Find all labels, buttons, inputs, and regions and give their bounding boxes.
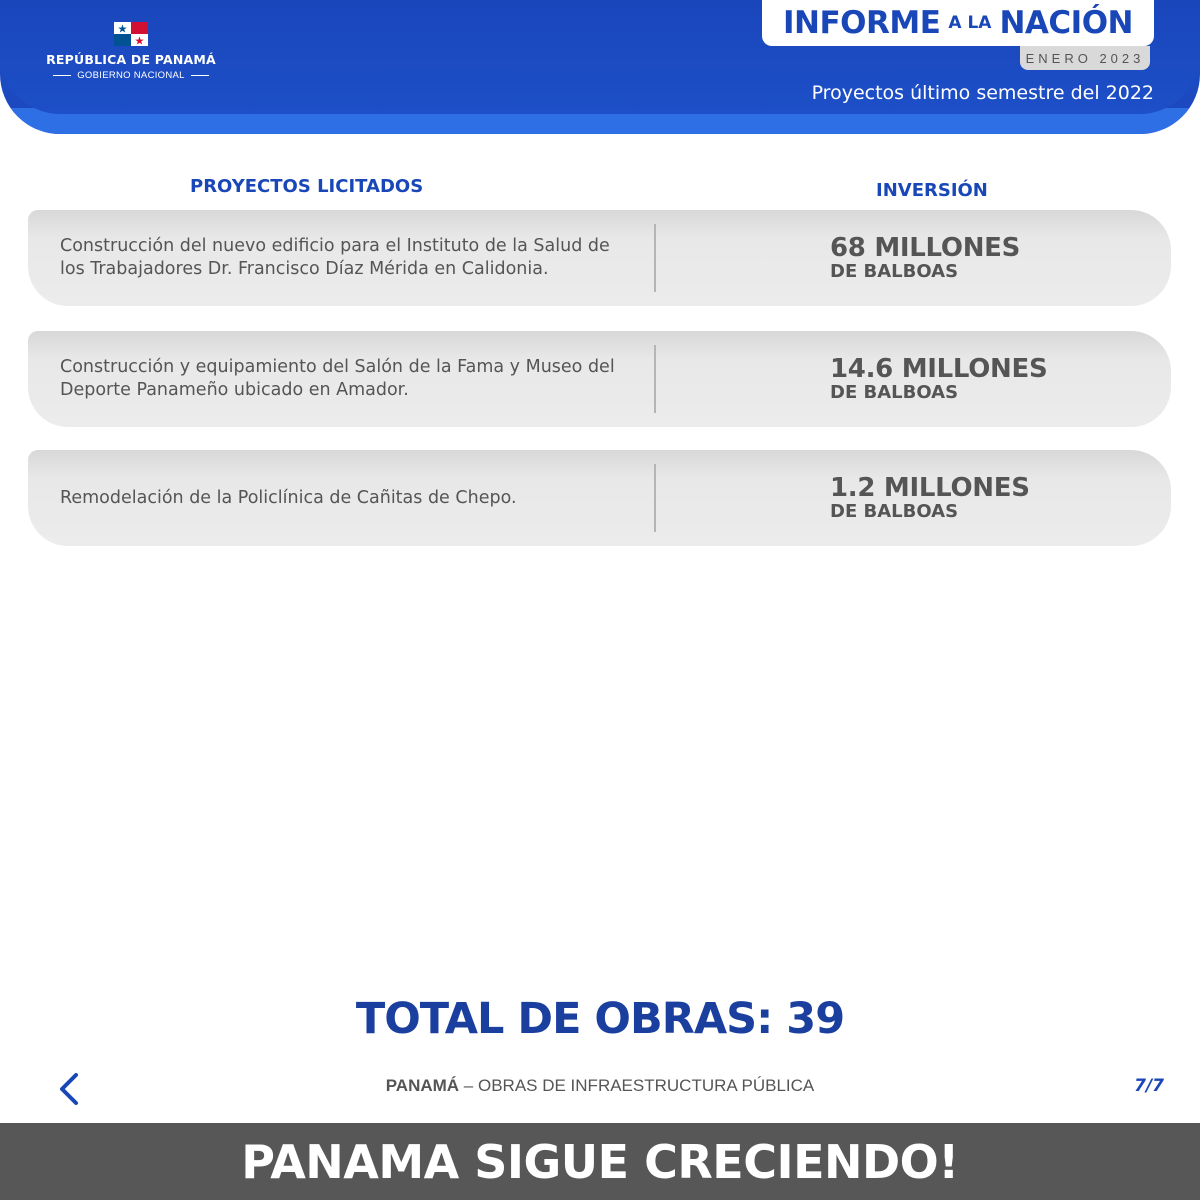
divider (191, 75, 209, 76)
project-description: Construcción del nuevo edificio para el Instituto de la Salud de los Trabajadores Dr. Francisco Díaz Mérida en Calidonia. (60, 236, 610, 279)
logo-government (36, 70, 226, 81)
project-description: Construcción y equipamiento del Salón de la Fama y Museo del Deporte Panameño ubicado en Amador. (60, 357, 615, 400)
project-investment (830, 331, 1047, 427)
footer-caption-country: PANAMÁ (385, 1076, 460, 1095)
investment-amount: 68 MILLONES (830, 233, 1021, 263)
title-informe: INFORME (782, 5, 941, 41)
slogan-banner: PANAMA SIGUE CRECIENDO! (0, 1123, 1200, 1200)
column-header-investment: INVERSIÓN (876, 180, 988, 201)
investment-unit: DE BALBOAS (830, 501, 959, 522)
project-row (28, 331, 1171, 427)
report-title (762, 0, 1154, 46)
project-row (28, 210, 1171, 306)
investment-amount: 1.2 MILLONES (830, 473, 1030, 503)
column-header-projects: PROYECTOS LICITADOS (190, 176, 424, 197)
project-row (28, 450, 1171, 546)
government-logo (36, 22, 226, 81)
logo-country: REPÚBLICA DE PANAMÁ (46, 52, 216, 67)
investment-unit: DE BALBOAS (830, 382, 959, 403)
footer-caption-text: – OBRAS DE INFRAESTRUCTURA PÚBLICA (459, 1076, 815, 1095)
divider (53, 75, 71, 76)
project-investment (830, 450, 1030, 546)
investment-amount: 14.6 MILLONES (830, 354, 1048, 384)
row-divider (654, 224, 656, 292)
footer-caption (0, 1076, 1200, 1096)
row-divider (654, 345, 656, 413)
project-investment (830, 210, 1020, 306)
title-a-la: A LA (948, 13, 992, 33)
row-divider (654, 464, 656, 532)
logo-government-label: GOBIERNO NACIONAL (77, 70, 185, 81)
report-date: ENERO 2023 (1020, 46, 1150, 70)
page-number: 7/7 (1134, 1076, 1164, 1096)
project-description: Remodelación de la Policlínica de Cañitas de Chepo. (60, 487, 517, 508)
title-nacion: NACIÓN (999, 5, 1133, 41)
panama-flag-icon (114, 22, 148, 46)
investment-unit: DE BALBOAS (830, 261, 959, 282)
page-subtitle: Proyectos último semestre del 2022 (811, 82, 1154, 104)
total-works: TOTAL DE OBRAS: 39 (355, 994, 845, 1044)
